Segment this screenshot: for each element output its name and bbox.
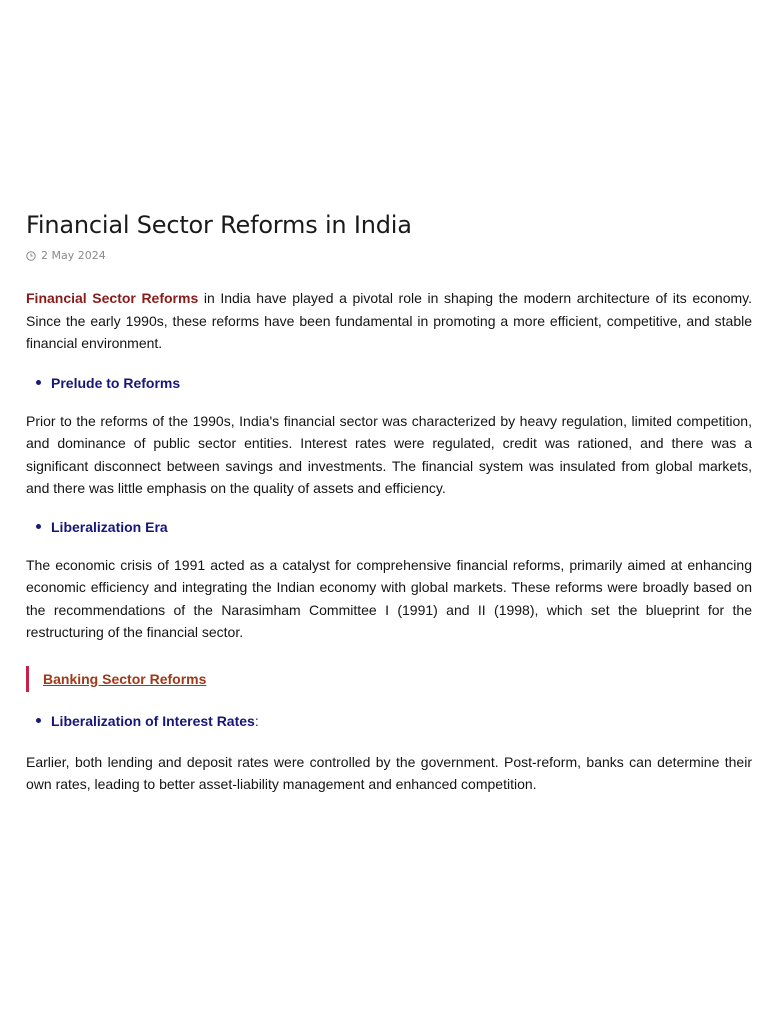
bullet-label: Liberalization of Interest Rates <box>51 712 255 729</box>
paragraph-prelude: Prior to the reforms of the 1990s, India's financial sector was characterized by heavy regulation, limited competition, and dominance of public sector entities. Interest rates were regulated, credit was rationed, and there was a significant disconnect between savings and investments. The financial system was insulated from global markets, and there was little emphasis on the quality of assets and efficiency. <box>26 412 752 496</box>
clock-icon <box>26 251 36 261</box>
post-meta <box>26 249 752 262</box>
bullet-interest-rates <box>26 710 752 732</box>
section-heading-link[interactable]: Banking Sector Reforms <box>43 670 207 687</box>
bullet-prelude <box>26 372 752 394</box>
intro-paragraph <box>26 287 752 355</box>
intro-highlight: Financial Sector Reforms <box>26 290 199 306</box>
bullet-dot <box>36 718 41 723</box>
post-date: 2 May 2024 <box>41 249 106 262</box>
bullet-dot <box>36 380 41 385</box>
bullet-dot <box>36 524 41 529</box>
paragraph-interest-rates: Earlier, both lending and deposit rates were controlled by the government. Post-reform, banks can determine their own rates, leading to better asset-liability management and enhanced competition. <box>26 753 752 792</box>
article <box>26 207 752 796</box>
bullet-label: Prelude to Reforms <box>51 374 181 391</box>
paragraph-liberalization: The economic crisis of 1991 acted as a catalyst for comprehensive financial reforms, primarily aimed at enhancing economic efficiency and integrating the Indian economy with global markets. These reforms were broadly based on the recommendations of the Narasimham Committee I (1991) and II (1998), which set the blueprint for the restructuring of the financial sector. <box>26 556 752 640</box>
bullet-label: Liberalization Era <box>51 518 168 535</box>
bullet-liberalization <box>26 516 752 538</box>
section-heading <box>26 666 752 692</box>
bullet-suffix: : <box>254 712 259 729</box>
page-title: Financial Sector Reforms in India <box>26 211 412 239</box>
intro-text: in India have played a pivotal role in shaping the modern architecture of its economy. Since the early 1990s, these reforms have been fundamental in promoting a more efficient, competitive, and stable financial environment. <box>26 290 752 351</box>
